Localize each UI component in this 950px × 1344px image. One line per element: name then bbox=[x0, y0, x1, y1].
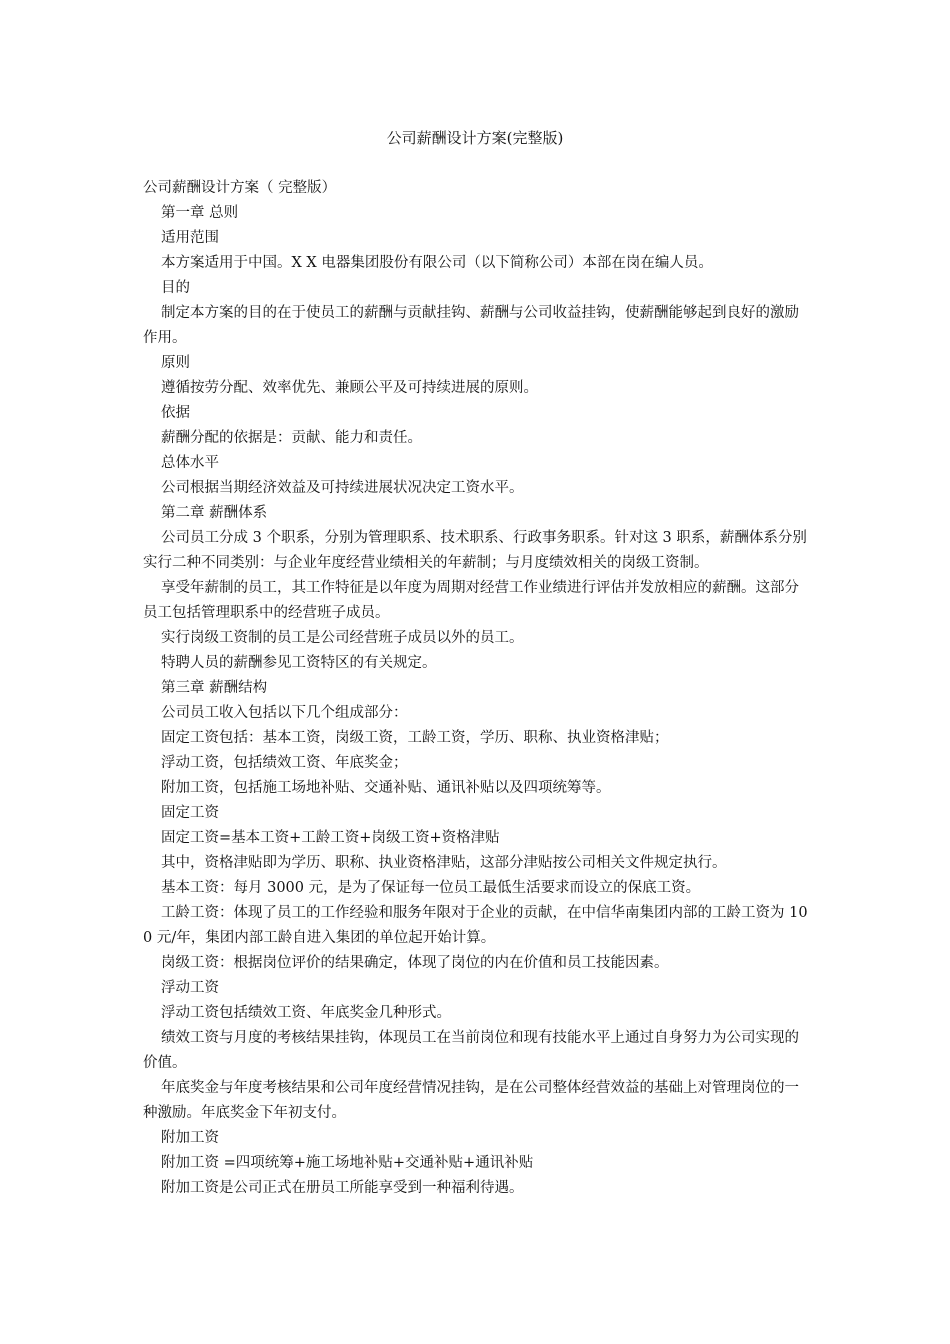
paragraph: 固定工资=基本工资+工龄工资+岗级工资+资格津贴 bbox=[161, 830, 500, 846]
paragraph: 特聘人员的薪酬参见工资特区的有关规定。 bbox=[161, 655, 437, 671]
paragraph: 本方案适用于中国。X X 电器集团股份有限公司（以下简称公司）本部在岗在编人员。 bbox=[161, 255, 713, 271]
paragraph: 适用范围 bbox=[161, 230, 219, 246]
paragraph: 实行岗级工资制的员工是公司经营班子成员以外的员工。 bbox=[161, 630, 524, 646]
paragraph: 制定本方案的目的在于使员工的薪酬与贡献挂钩、薪酬与公司收益挂钩，使薪酬能够起到良好的激励作用。 bbox=[143, 305, 799, 346]
paragraph: 固定工资 bbox=[161, 805, 219, 821]
paragraph: 浮动工资包括绩效工资、年底奖金几种形式。 bbox=[161, 1005, 451, 1021]
paragraph: 固定工资包括：基本工资，岗级工资，工龄工资，学历、职称、执业资格津贴； bbox=[161, 730, 669, 746]
paragraph: 享受年薪制的员工，其工作特征是以年度为周期对经营工作业绩进行评估并发放相应的薪酬。这部分员工包括管理职系中的经营班子成员。 bbox=[143, 580, 799, 621]
paragraph: 其中，资格津贴即为学历、职称、执业资格津贴，这部分津贴按公司相关文件规定执行。 bbox=[161, 855, 727, 871]
document-subtitle: 公司薪酬设计方案（ 完整版） bbox=[143, 180, 337, 196]
paragraph: 浮动工资 bbox=[161, 980, 219, 996]
paragraph: 岗级工资：根据岗位评价的结果确定，体现了岗位的内在价值和员工技能因素。 bbox=[161, 955, 669, 971]
paragraph: 依据 bbox=[161, 405, 190, 421]
paragraph: 总体水平 bbox=[161, 455, 219, 471]
paragraph: 公司根据当期经济效益及可持续进展状况决定工资水平。 bbox=[161, 480, 524, 496]
paragraph: 第一章 总则 bbox=[161, 205, 239, 221]
paragraph: 附加工资是公司正式在册员工所能享受到一种福利待遇。 bbox=[161, 1180, 524, 1196]
paragraph: 附加工资 bbox=[161, 1130, 219, 1146]
paragraph: 附加工资 =四项统筹+施工场地补贴+交通补贴+通讯补贴 bbox=[161, 1155, 534, 1171]
document-title: 公司薪酬设计方案(完整版) bbox=[386, 129, 564, 147]
paragraph: 绩效工资与月度的考核结果挂钩，体现员工在当前岗位和现有技能水平上通过自身努力为公司实现的价值。 bbox=[143, 1030, 799, 1071]
paragraph: 薪酬分配的依据是：贡献、能力和责任。 bbox=[161, 430, 422, 446]
paragraph: 基本工资：每月 3000 元，是为了保证每一位员工最低生活要求而设立的保底工资。 bbox=[161, 880, 701, 896]
paragraph: 第三章 薪酬结构 bbox=[161, 680, 268, 696]
paragraph: 年底奖金与年度考核结果和公司年度经营情况挂钩，是在公司整体经营效益的基础上对管理岗位的一种激励。年底奖金下年初支付。 bbox=[143, 1080, 799, 1121]
paragraph: 公司员工收入包括以下几个组成部分： bbox=[161, 705, 408, 721]
document-body bbox=[143, 176, 811, 1201]
paragraph: 目的 bbox=[161, 280, 190, 296]
paragraph: 附加工资，包括施工场地补贴、交通补贴、通讯补贴以及四项统筹等。 bbox=[161, 780, 611, 796]
paragraph: 工龄工资：体现了员工的工作经验和服务年限对于企业的贡献，在中信华南集团内部的工龄工资为 100 元/年，集团内部工龄自进入集团的单位起开始计算。 bbox=[143, 905, 808, 946]
paragraph: 遵循按劳分配、效率优先、兼顾公平及可持续进展的原则。 bbox=[161, 380, 538, 396]
paragraph: 原则 bbox=[161, 355, 190, 371]
paragraph: 第二章 薪酬体系 bbox=[161, 505, 268, 521]
paragraph: 浮动工资，包括绩效工资、年底奖金； bbox=[161, 755, 408, 771]
paragraph: 公司员工分成 3 个职系，分别为管理职系、技术职系、行政事务职系。针对这 3 职系，薪酬体系分别实行二种不同类别：与企业年度经营业绩相关的年薪制；与月度绩效相关的岗级工资制。 bbox=[143, 530, 807, 571]
